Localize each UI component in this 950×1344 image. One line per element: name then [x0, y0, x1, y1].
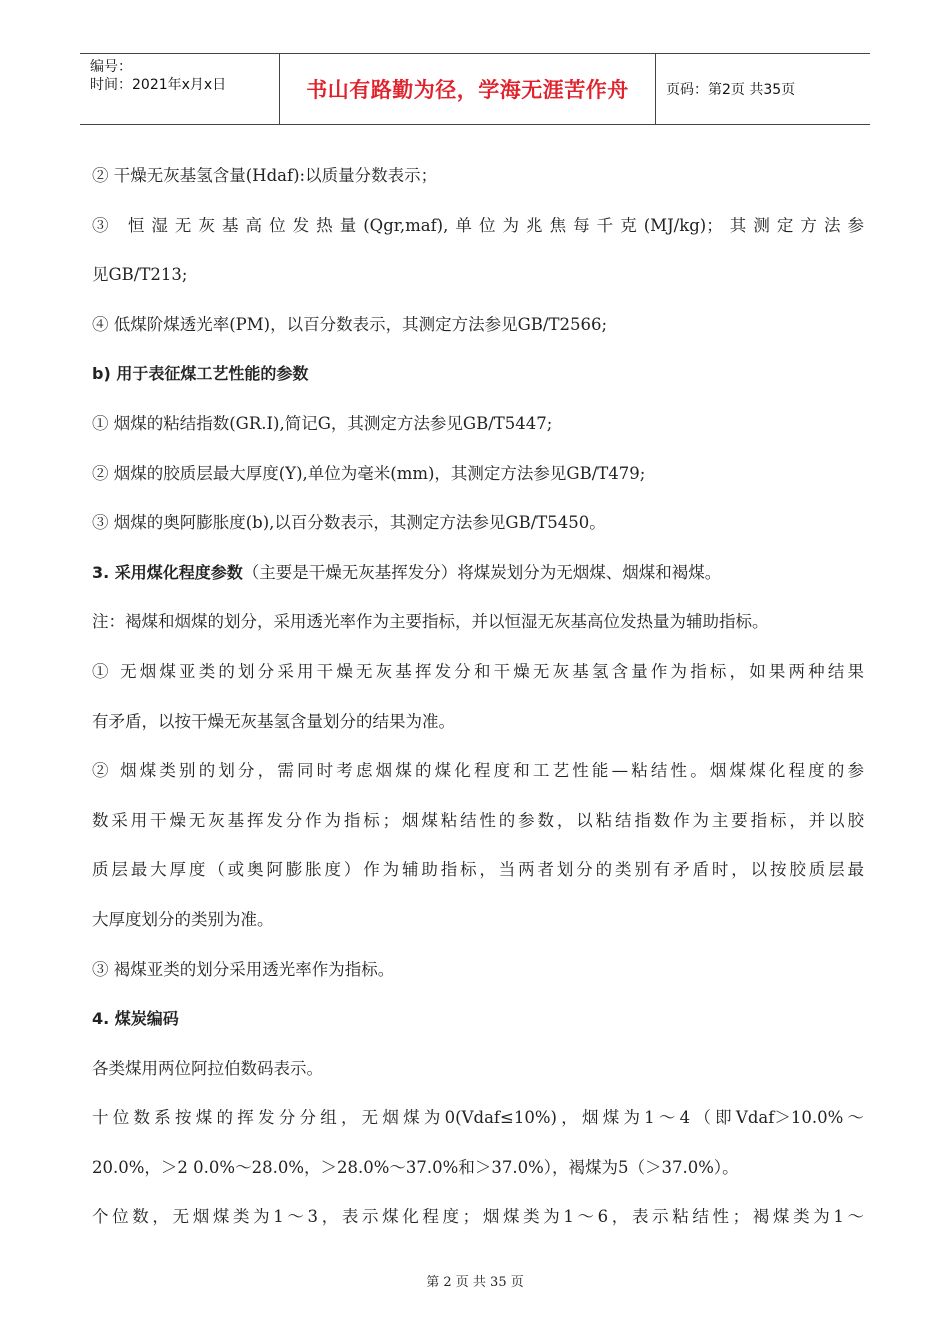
body-line: 20.0%，＞2 0.0%～28.0%，＞28.0%～37.0%和＞37.0%），褐煤为5（＞37.0%）。 — [92, 1157, 739, 1177]
section-heading: 4. 煤炭编码 — [92, 1009, 179, 1029]
body-line: ① 烟煤的粘结指数(GR.I),简记G，其测定方法参见GB/T5447; — [92, 413, 553, 433]
body-line: ② 烟煤的胶质层最大厚度(Y),单位为毫米(mm)，其测定方法参见GB/T479; — [92, 463, 646, 483]
body-line: ② 烟煤类别的划分，需同时考虑烟煤的煤化程度和工艺性能—粘结性。烟煤煤化程度的参 — [92, 761, 864, 781]
body-line: ③ 恒湿无灰基高位发热量(Qgr,maf),单位为兆焦每千克(MJ/kg)；其测定方法参 — [92, 215, 864, 235]
section-heading: 3. 采用煤化程度参数 — [92, 562, 243, 582]
body-line: ③ 褐煤亚类的划分采用透光率作为指标。 — [92, 959, 395, 979]
body-line: 见GB/T213; — [92, 265, 188, 285]
note-line: 注：褐煤和烟煤的划分，采用透光率作为主要指标，并以恒湿无灰基高位发热量为辅助指标。 — [92, 612, 769, 632]
body-line: ① 无烟煤亚类的划分采用干燥无灰基挥发分和干燥无灰基氢含量作为指标，如果两种结果 — [92, 661, 864, 681]
body-line: ③ 烟煤的奥阿膨胀度(b),以百分数表示，其测定方法参见GB/T5450。 — [92, 513, 606, 533]
document-number-label: 编号： — [90, 59, 132, 75]
body-line: ④ 低煤阶煤透光率(PM)，以百分数表示，其测定方法参见GB/T2566; — [92, 314, 608, 334]
body-line: 数采用干燥无灰基挥发分作为指标；烟煤粘结性的参数，以粘结指数作为主要指标，并以胶 — [92, 810, 864, 830]
body-line-mixed — [92, 548, 864, 598]
document-body — [92, 151, 864, 1242]
header-motto: 书山有路勤为径，学海无涯苦作舟 — [280, 54, 656, 124]
body-line: 大厚度划分的类别为准。 — [92, 909, 274, 929]
header-meta — [80, 54, 280, 124]
header-page-info: 页码：第2页 共35页 — [666, 82, 796, 98]
body-line: ② 干燥无灰基氢含量(Hdaf):以质量分数表示； — [92, 166, 438, 185]
body-line: 质层最大厚度（或奥阿膨胀度）作为辅助指标，当两者划分的类别有矛盾时，以按胶质层最 — [92, 860, 864, 880]
page-header — [80, 53, 870, 125]
document-time: 时间：2021年x月x日 — [90, 77, 227, 93]
page-footer: 第 2 页 共 35 页 — [426, 1275, 524, 1290]
body-line: 各类煤用两位阿拉伯数码表示。 — [92, 1058, 323, 1078]
body-line: 有矛盾，以按干燥无灰基氢含量划分的结果为准。 — [92, 711, 455, 731]
body-line: 个位数，无烟煤类为1～3，表示煤化程度；烟煤类为1～6，表示粘结性；褐煤类为1～ — [92, 1207, 864, 1227]
section-heading-continuation: （主要是干燥无灰基挥发分）将煤炭划分为无烟煤、烟煤和褐煤。 — [242, 562, 722, 582]
section-heading: b) 用于表征煤工艺性能的参数 — [92, 364, 309, 384]
body-line: 十位数系按煤的挥发分分组，无烟煤为0(Vdaf≤10%)，烟煤为1～4（即Vdaf＞10.0%～ — [92, 1108, 864, 1128]
